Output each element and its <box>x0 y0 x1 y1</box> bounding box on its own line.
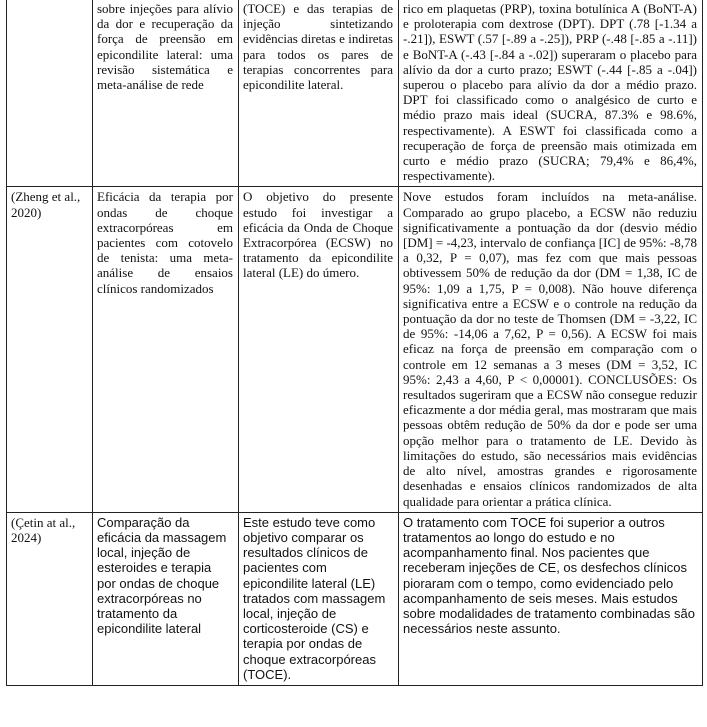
table-row <box>7 187 703 512</box>
objective-cell: Este estudo teve como objetivo comparar os resultados clínicos de pacientes com epicondilite lateral (LE) tratados com massagem local, injeção de corticosteroide (CS) e terapia por ondas de choque extracorpóreas (TOCE). <box>239 512 399 685</box>
table-row <box>7 512 703 685</box>
objective-cell: O objetivo do presente estudo foi investigar a eficácia da Onda de Choque Extracorpórea (ECSW) no tratamento da epicondilite lateral (LE) do úmero. <box>239 187 399 512</box>
title-cell: Comparação da eficácia da massagem local, injeção de esteroides e terapia por ondas de choque extracorpóreas no tratamento da epicondilite lateral <box>93 512 239 685</box>
table-row <box>7 0 703 187</box>
author-cell: (Çetin at al., 2024) <box>7 512 93 685</box>
author-cell <box>7 0 93 187</box>
author-cell: (Zheng et al., 2020) <box>7 187 93 512</box>
title-cell: sobre injeções para alívio da dor e recuperação da força de preensão em epicondilite lateral: uma revisão sistemática e meta-análise de rede <box>93 0 239 187</box>
results-cell: O tratamento com TOCE foi superior a outros tratamentos ao longo do estudo e no acompanhamento final. Nos pacientes que receberam injeções de CE, os desfechos clínicos pioraram com o tempo, como evidenciado pelo acompanhamento de seis meses. Mais estudos sobre modalidades de tratamento combinadas são necessários neste assunto. <box>399 512 703 685</box>
title-cell: Eficácia da terapia por ondas de choque extracorpóreas em pacientes com cotovelo de tenista: uma meta-análise de ensaios clínicos randomizados <box>93 187 239 512</box>
results-cell: rico em plaquetas (PRP), toxina botulínica A (BoNT-A) e proloterapia com dextrose (DPT). DPT (.78 [-1.34 a -.21]), ESWT (.57 [-.89 a -.25]), PRP (-.48 [-.85 a -.11]) e BoNT-A (-.43 [-.84 a -.02]) superaram o placebo para alívio da dor a curto prazo; ESWT (-.44 [-.85 a -.04]) superou o placebo para alívio da dor a médio prazo. DPT foi classificado como o analgésico de curto e médio prazo mais ideal (SUCRA, 87.3% e 98.6%, respectivamente). A ESWT foi classificada como a recuperação de força de preensão mais otimizada em curto e médio prazo (SUCRA; 79,4% e 86,4%, respectivamente). <box>399 0 703 187</box>
literature-review-table <box>6 0 703 686</box>
results-cell: Nove estudos foram incluídos na meta-análise. Comparado ao grupo placebo, a ECSW não reduziu significativamente a pontuação da dor (desvio médio [DM] = -4,23, intervalo de confiança [IC] de 95%: -8,78 a 0,32, P = 0,07), mas fez com que mais pessoas obtivessem 50% de redução da dor (DM = 1,38, IC de 95%: 1,09 a 1,75, P = 0,008). Não houve diferença significativa entre a ECSW e o controle na redução da pontuação da dor no teste de Thomsen (DM = -3,22, IC de 95%: -14,06 a 7,62, P = 0,56). A ECSW foi mais eficaz na força de preensão em comparação com o controle em 12 semanas a 3 meses (DM = 3,52, IC 95%: 2,43 a 4,60, P < 0,00001). CONCLUSÕES: Os resultados sugeriram que a ECSW não consegue reduzir eficazmente a dor média geral, mas mostraram que mais pessoas obtêm redução de 50% da dor e pode ser uma opção melhor para o tratamento de LE. Devido às limitações do estudo, são necessários mais evidências de alto nível, amostras grandes e rigorosamente desenhadas e ensaios clínicos randomizados de alta qualidade para orientar a prática clínica. <box>399 187 703 512</box>
objective-cell: (TOCE) e das terapias de injeção sintetizando evidências diretas e indiretas para todos os pares de terapias concorrentes para epicondilite lateral. <box>239 0 399 187</box>
